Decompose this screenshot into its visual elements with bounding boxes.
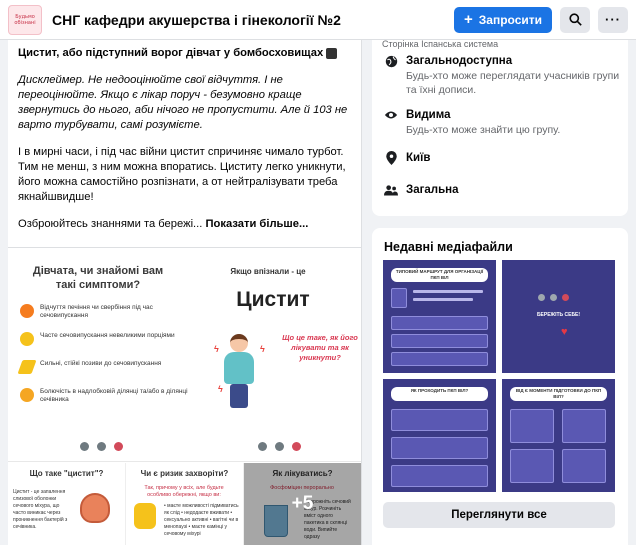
post-image-small[interactable] [126, 463, 244, 545]
post-body [8, 40, 361, 232]
post-disclaimer: Дисклеймер. Не недооцінюйте свої відчуття. І не переоцінюйте. Якщо є лікар поруч - безумовно краще звернутись до нього, аби нічого не пропустити. Але й 103 не варто турбувати, самі розумієте. [18, 74, 348, 131]
info-box [510, 409, 554, 443]
logos-row [258, 442, 301, 451]
post-card [8, 40, 362, 545]
symptom-item [20, 332, 190, 346]
more-icon: ··· [605, 12, 621, 27]
image-ask: Що це таке, як його лікувати та як уникнути? [282, 333, 358, 362]
small-image-body: Цистит - це запалення слизової оболонки сечового міхура, що часто виникає через проникнення бактерій з сечівника. [13, 489, 68, 530]
small-image-body: Спорожніть сечовий міхур. Розчиніть вміст одного пакетика в склянці води. Випийте одразу [304, 499, 351, 540]
image-diagnosis: Цистит [236, 288, 310, 311]
logos-row [538, 294, 569, 301]
text-line [413, 290, 483, 293]
see-more-link[interactable]: Показати більше... [205, 218, 309, 230]
about-privacy [384, 54, 628, 97]
small-image-subtitle: Фосфоміцин перорально [270, 485, 334, 491]
invite-label: Запросити [478, 12, 542, 27]
logo-icon [114, 442, 123, 451]
info-box [391, 437, 488, 459]
girl-illustration-head [230, 334, 248, 352]
search-button[interactable] [560, 7, 590, 33]
eye-icon [384, 108, 398, 122]
more-options-button[interactable] [598, 7, 628, 33]
post-image-main[interactable] [8, 248, 362, 462]
text-line [413, 298, 473, 301]
info-box [562, 409, 606, 443]
media-thumbnail[interactable] [383, 379, 496, 492]
about-clipped-text: Сторінка Іспанська система [382, 39, 499, 49]
fire-icon [20, 304, 34, 318]
logo-icon [292, 442, 301, 451]
pain-mark-icon: ϟ [218, 384, 223, 394]
bladder-illustration-icon [80, 493, 110, 523]
phone-icon [391, 288, 407, 308]
media-thumb-header: ЯК ПРОХОДИТЬ ПКП ВІЛ? [391, 387, 488, 401]
media-thumb-header: ВІД Є МОМЕНТИ ПІДГОТОВКИ ДО ПКП ВІЛ? [510, 387, 607, 401]
media-thumb-slogan: БЕРЕЖІТЬ СЕБЕ! [536, 312, 581, 318]
group-cover-thumbnail[interactable] [8, 5, 42, 35]
globe-icon [384, 54, 398, 68]
group-thumb-text: Будьмо обізнані [14, 13, 36, 26]
about-card [372, 40, 628, 216]
small-image-title: Як лікуватись? [272, 469, 333, 478]
about-item-desc: Будь-хто може переглядати учасників групи та їхні дописи. [406, 70, 620, 96]
info-box [562, 449, 606, 483]
logo-icon [562, 294, 569, 301]
small-image-title: Чи є ризик захворіти? [140, 469, 229, 478]
pain-mark-icon: ϟ [214, 344, 219, 354]
small-image-body: • маєте можливості підмиватись як слід • недодаєте вживати • сексуально активні • вагітні чи в менопаузі • маєте камінці у сечовому міхурі [164, 503, 239, 537]
info-box [510, 449, 554, 483]
girl-illustration-legs [230, 384, 248, 408]
recent-media-card [372, 228, 628, 545]
girl-illustration-body [224, 352, 254, 384]
droplets-icon [20, 332, 34, 346]
spy-emoji-icon [326, 48, 337, 59]
post-headline: Цистит, або підступний ворог дівчат у бомбосховищах [18, 47, 324, 59]
symptom-text: Сильні, стійкі позиви до сечовипускання [40, 360, 162, 367]
about-visibility [384, 108, 560, 137]
info-box [391, 409, 488, 431]
plus-icon: + [463, 10, 473, 28]
post-image-small[interactable] [8, 463, 126, 545]
info-box [391, 352, 488, 366]
logo-icon [550, 294, 557, 301]
about-item-desc: Будь-хто може знайти цю групу. [406, 124, 561, 136]
pain-face-icon [20, 388, 34, 402]
post-paragraph: І в мирні часи, і під час війни цистит спричиняє чимало турбот. Тим не менш, з ним можна впоратись. Циститу легко уникнути, його можна самостійно розпізнати, а от нейтралізувати треба якнайшвидше! [18, 146, 346, 203]
logo-icon [80, 442, 89, 451]
info-box [391, 465, 488, 487]
more-photos-overlay[interactable] [244, 463, 361, 545]
more-photos-count: +5 [291, 493, 314, 514]
image-question: Дівчата, чи знайомі вам такі симптоми? [32, 265, 164, 291]
about-item-title: Київ [406, 152, 431, 164]
small-image-subtitle: Так, причому у всіх, але будьте особливо обережні, якщо ви: [144, 485, 224, 498]
symptom-text: Відчуття печіння чи свербіння під час сечовипускання [40, 304, 153, 319]
symptom-item [20, 360, 190, 374]
post-closing: Озброюйтесь знаннями та бережі... [18, 218, 203, 230]
see-all-media-button[interactable]: Переглянути все [383, 502, 615, 528]
about-item-title: Видима [406, 109, 451, 121]
about-category [384, 183, 459, 198]
group-header [0, 0, 636, 40]
info-box [391, 316, 488, 330]
media-thumb-header: ТИПОВИЙ МАРШРУТ ДЛЯ ОРГАНІЗАЦІЇ ПКП ВІЛ [391, 268, 488, 282]
logos-row [80, 442, 123, 451]
about-item-title: Загальнодоступна [406, 55, 513, 67]
about-item-title: Загальна [406, 184, 459, 196]
heart-icon: ♥ [561, 326, 568, 338]
logo-icon [275, 442, 284, 451]
people-icon [384, 183, 398, 197]
media-thumbnail[interactable] [383, 260, 496, 373]
lightning-icon [17, 360, 36, 374]
symptom-text: Болючість в надлобковій ділянці та/або в ділянці сечівника [40, 388, 188, 403]
info-box [391, 334, 488, 348]
media-thumbnail[interactable] [502, 379, 615, 492]
group-title[interactable]: СНГ кафедри акушерства і гінекології №2 [52, 11, 341, 28]
symptom-item [20, 388, 190, 404]
about-location [384, 151, 430, 166]
post-image-small[interactable] [244, 463, 362, 545]
image-right-header: Якщо впізнали - це [230, 267, 306, 276]
recent-media-title: Недавні медіафайли [384, 240, 513, 254]
search-icon [569, 13, 582, 26]
symptom-text: Часте сечовипускання невеликими порціями [40, 332, 175, 339]
logo-icon [538, 294, 545, 301]
invite-button[interactable] [454, 7, 552, 33]
small-image-title: Що таке "цистит"? [29, 469, 104, 478]
logo-icon [97, 442, 106, 451]
symptom-item [20, 304, 190, 320]
pain-mark-icon: ϟ [260, 344, 265, 354]
logo-icon [258, 442, 267, 451]
media-thumbnail[interactable] [502, 260, 615, 373]
hand-icon [134, 503, 156, 529]
location-icon [384, 151, 398, 165]
